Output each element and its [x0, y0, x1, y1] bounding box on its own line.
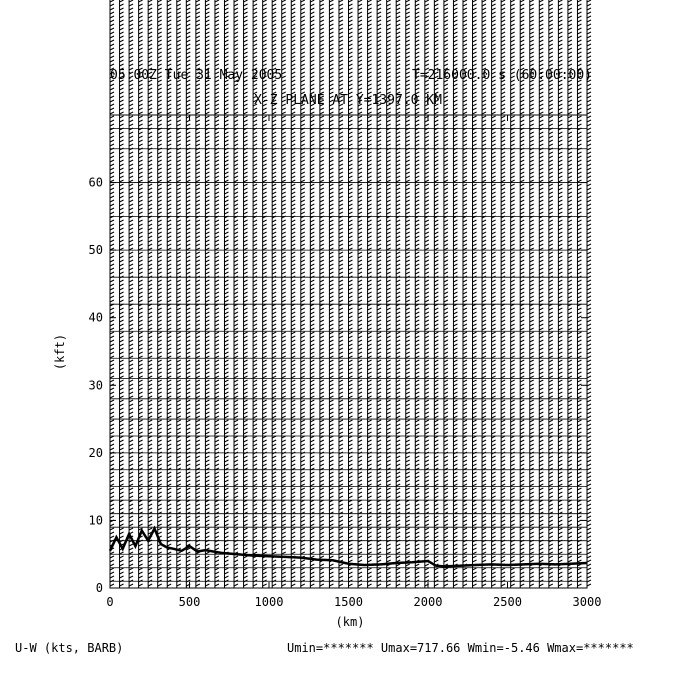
- barb-feathers: [215, 0, 219, 586]
- barb-feathers: [415, 0, 419, 586]
- barb-feathers: [177, 0, 181, 586]
- y-tick-label: 60: [88, 175, 103, 190]
- y-tick-label: 40: [88, 310, 103, 325]
- x-tick-label: 2000: [413, 595, 443, 609]
- y-tick-label: 10: [88, 513, 103, 528]
- barb-feathers: [511, 0, 515, 586]
- barb-feathers: [520, 0, 524, 586]
- barb-feathers: [549, 0, 553, 586]
- barb-feathers: [224, 0, 228, 586]
- barb-feathers: [539, 0, 543, 586]
- x-tick-label: 1000: [254, 595, 284, 609]
- y-tick-label: 30: [88, 378, 103, 393]
- x-tick-label: 500: [178, 595, 201, 609]
- barb-feathers: [387, 0, 391, 586]
- barb-feathers: [482, 0, 486, 586]
- barb-feathers: [139, 0, 143, 586]
- axis-ticks: [89, 115, 602, 609]
- y-tick-label: 0: [95, 581, 103, 595]
- barb-feathers: [425, 0, 429, 586]
- barb-feathers: [444, 0, 448, 586]
- y-tick-label: 50: [88, 243, 103, 258]
- barb-feathers: [492, 0, 496, 586]
- barb-feathers: [282, 0, 286, 586]
- y-axis-label: (kft): [53, 333, 67, 371]
- barb-feathers: [587, 0, 591, 586]
- header-model-time: T=216000.0 s (60:00:00): [412, 68, 593, 83]
- x-axis-label: (km): [335, 615, 365, 629]
- barb-feathers: [186, 0, 190, 586]
- barb-feathers: [473, 0, 477, 586]
- field-stats: Umin=******* Umax=717.66 Wmin=-5.46 Wmax=*******: [287, 641, 634, 655]
- barb-feathers: [167, 0, 171, 586]
- barb-feathers: [434, 0, 438, 586]
- barb-feathers: [320, 0, 324, 586]
- barb-feathers: [368, 0, 372, 586]
- barb-feathers: [244, 0, 248, 586]
- barb-feathers: [205, 0, 209, 586]
- barb-feathers: [129, 0, 133, 586]
- wind-barbs: [110, 0, 591, 588]
- barb-feathers: [110, 0, 114, 586]
- x-tick-label: 1500: [334, 595, 363, 609]
- barb-feathers: [396, 0, 400, 586]
- barb-feathers: [463, 0, 467, 586]
- barb-feathers: [558, 0, 562, 586]
- barb-feathers: [349, 0, 353, 586]
- barb-feathers: [577, 0, 581, 586]
- y-tick-label: 20: [88, 445, 103, 460]
- x-tick-label: 3000: [572, 595, 602, 609]
- barb-feathers: [272, 0, 276, 586]
- barb-feathers: [263, 0, 267, 586]
- chart-title: X-Z PLANE AT Y=1397.0 KM: [254, 93, 442, 108]
- field-label: U-W (kts, BARB): [15, 641, 124, 655]
- barb-feathers: [568, 0, 572, 586]
- barb-feathers: [291, 0, 295, 586]
- barb-feathers: [158, 0, 162, 586]
- barb-feathers: [530, 0, 534, 586]
- barb-feathers: [120, 0, 124, 586]
- barb-feathers: [377, 0, 381, 586]
- barb-feathers: [234, 0, 238, 586]
- x-tick-label: 0: [106, 595, 114, 609]
- barb-feathers: [310, 0, 314, 586]
- barb-feathers: [329, 0, 333, 586]
- barb-feathers: [253, 0, 257, 586]
- barb-feathers: [301, 0, 305, 586]
- barb-feathers: [196, 0, 200, 586]
- barb-feathers: [453, 0, 457, 586]
- header-time: 05:00Z Tue 31 May 2005: [110, 68, 283, 83]
- x-tick-label: 2500: [493, 595, 522, 609]
- barb-feathers: [406, 0, 410, 586]
- barb-feathers: [358, 0, 362, 586]
- barb-feathers: [501, 0, 505, 586]
- barb-feathers: [339, 0, 343, 586]
- barb-feathers: [148, 0, 152, 586]
